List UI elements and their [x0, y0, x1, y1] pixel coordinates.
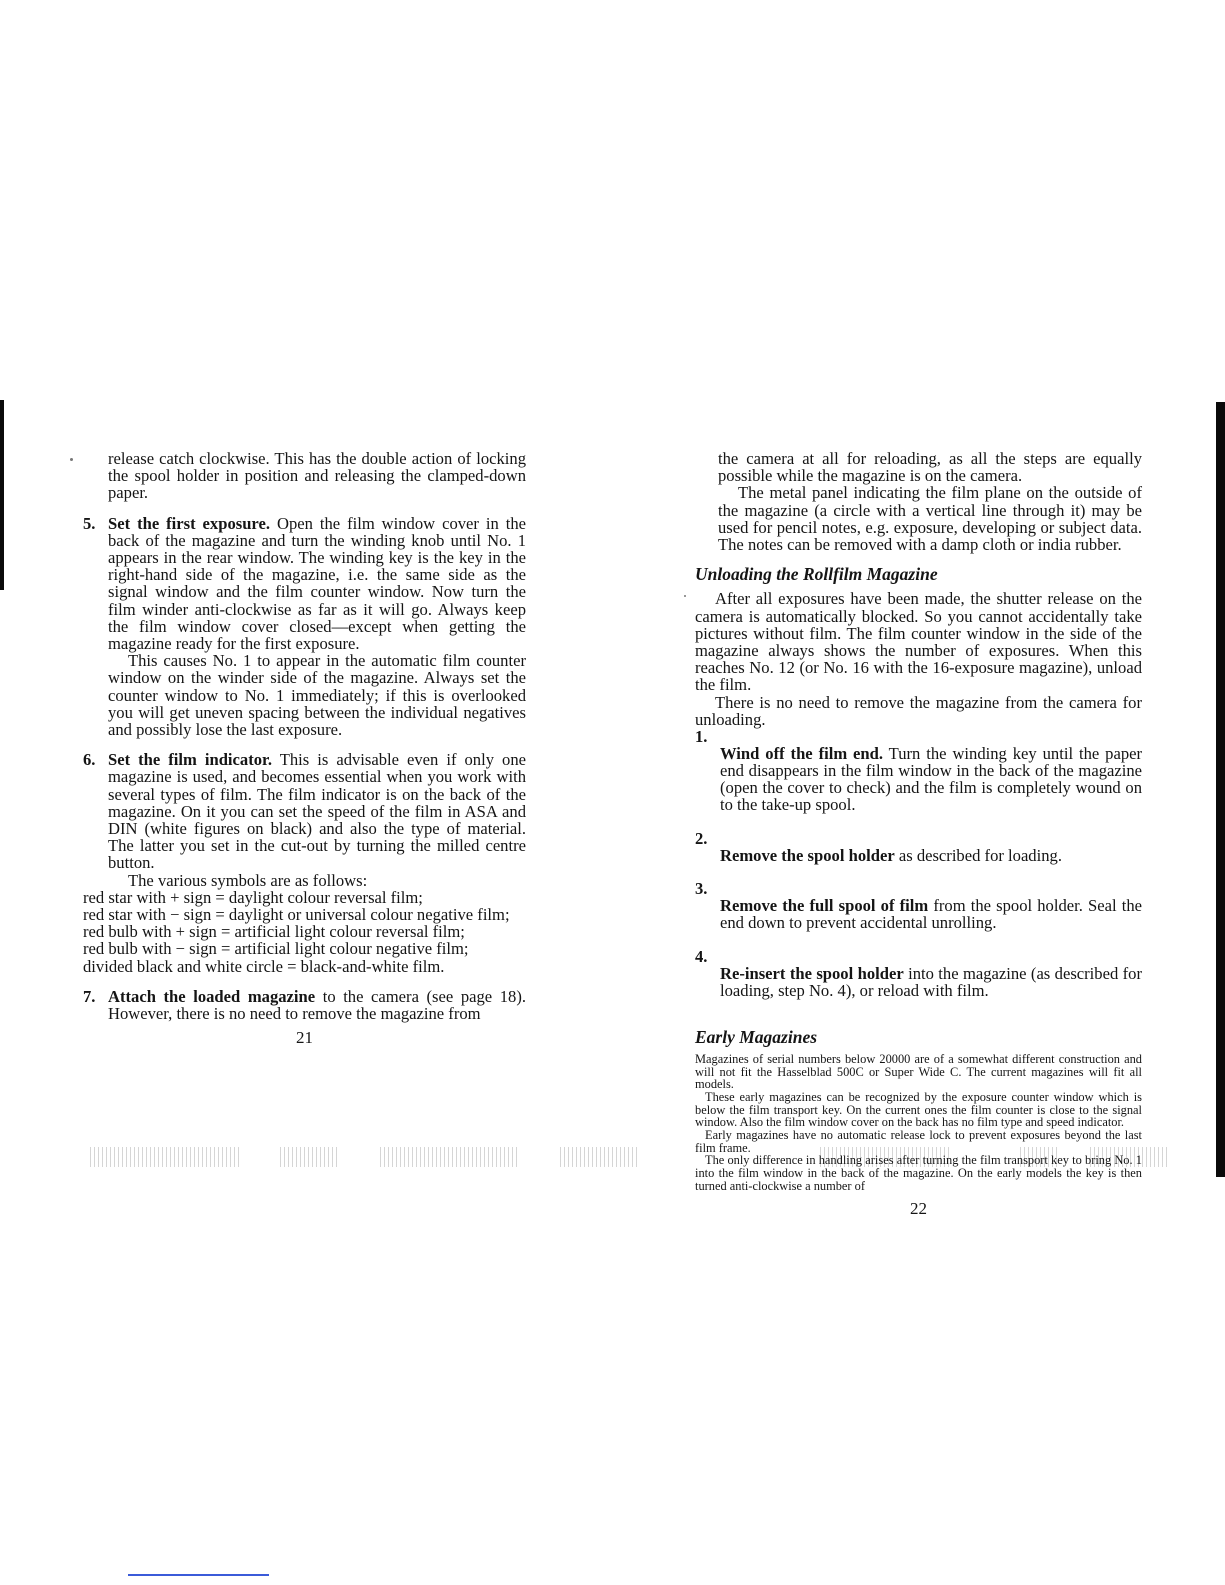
section-heading: Unloading the Rollfilm Magazine: [695, 564, 938, 585]
step-body: Turn the winding key until the paper end disappears in the film window in the back of the magazine (open the cover to check) and the film is completely wound on to the take-up spool.: [720, 743, 1143, 815]
step-number: 3.: [695, 879, 708, 899]
small-paragraph: The only difference in handling arises after turning the film transport key to bring No. 1 into the film window in the back of the magazine. On the early models the key is then turned anti-clockwise a number of: [695, 1153, 1142, 1193]
symbols-intro: The various symbols are as follows:: [128, 870, 368, 890]
section-heading: Early Magazines: [695, 1026, 818, 1047]
paragraph: There is no need to remove the magazine from the camera for unloading.: [695, 692, 1142, 729]
step-heading: Re-insert the spool holder: [720, 963, 904, 983]
paragraph: After all exposures have been made, the shutter release on the camera is automatically blocked. So you cannot accidentally take pictures without film. The film counter window in the side of the magazine always shows the number of exposures. When this reaches No. 12 (or No. 16 with the 16-exposure magazine), unload the film.: [695, 589, 1142, 695]
step-number: 1.: [695, 727, 708, 747]
scan-noise: [280, 1147, 340, 1167]
symbol-line: red star with − sign = daylight or universal colour negative film;: [83, 905, 510, 925]
step-5: [83, 515, 526, 739]
step-6: [83, 751, 526, 889]
step-text: [108, 515, 526, 653]
step-body: to the camera (see page 18). However, there is no need to remove the magazine from: [108, 986, 526, 1024]
step-number: 6.: [83, 750, 96, 770]
intro-paragraph: the camera at all for reloading, as all the steps are equally possible while the magazine is on the camera.: [718, 449, 1142, 486]
step-heading: Set the first exposure.: [108, 513, 271, 533]
step-body: from the spool holder. Seal the end down to prevent accidental unrolling.: [720, 896, 1142, 933]
step-body: This is advisable even if only one magazine is used, and becomes essential when you work with several types of film. The film indicator is on the back of the magazine. On it you can set the speed of the film in ASA and DIN (white figures on black) and also the type of material. The latter you set in the cut-out by turning the milled centre button.: [108, 750, 526, 873]
page-left: [83, 450, 526, 1047]
step-number: 7.: [83, 986, 96, 1006]
symbol-line: red bulb with + sign = artificial light colour reversal film;: [83, 922, 465, 942]
step-text: [720, 745, 1142, 814]
symbol-line: red star with + sign = daylight colour reversal film;: [83, 887, 423, 907]
unload-step: [695, 880, 1142, 948]
step-paragraph: This causes No. 1 to appear in the automatic film counter window on the winder side of the magazine. Always set the counter window to No. 1 immediately; if this is overlooked you will get uneven spacing between the individual negatives and possibly lose the last exposure.: [108, 651, 526, 740]
unload-step: [695, 830, 1142, 880]
scan-noise: [380, 1147, 520, 1167]
scan-speck: [684, 595, 686, 597]
page-number: 21: [296, 1028, 313, 1048]
scan-noise: [90, 1147, 240, 1167]
step-number: 2.: [695, 829, 708, 849]
step-body: as described for loading.: [898, 845, 1062, 865]
page-right: [695, 450, 1142, 1217]
step-heading: Wind off the film end.: [720, 743, 884, 763]
symbol-line: divided black and white circle = black-and-white film.: [83, 956, 445, 976]
unload-step: [695, 948, 1142, 1016]
unload-step: [695, 728, 1142, 830]
intro-paragraph: release catch clockwise. This has the double action of locking the spool holder in position and releasing the clamped-down paper.: [108, 449, 526, 503]
symbol-line: red bulb with − sign = artificial light colour negative film;: [83, 939, 469, 959]
step-text: [108, 751, 526, 871]
scan-edge-right: [1216, 402, 1225, 1177]
step-heading: Set the film indicator.: [108, 750, 273, 770]
step-text: [720, 847, 1142, 864]
step-text: [720, 965, 1142, 999]
scan-edge-left: [0, 400, 4, 590]
step-7: [83, 988, 526, 1022]
step-number: 4.: [695, 947, 708, 967]
scan-speck: [70, 458, 73, 461]
step-text: [108, 988, 526, 1022]
page-number: 22: [910, 1198, 927, 1218]
small-paragraph: Magazines of serial numbers below 20000 are of a somewhat different construction and will not fit the Hasselblad 500C or Super Wide C. The current magazines will fit all models.: [695, 1051, 1142, 1092]
step-heading: Attach the loaded magazine: [108, 986, 316, 1006]
small-paragraph: These early magazines can be recognized by the exposure counter window which is below the film transport key. On the current ones the film counter is close to the signal window. Also the film window cover on the back has no film type and speed indicator.: [695, 1089, 1142, 1130]
small-paragraph: Early magazines have no automatic release lock to prevent exposures beyond the last film frame.: [695, 1128, 1142, 1155]
scan-noise: [560, 1147, 640, 1167]
step-heading: Remove the spool holder: [720, 845, 895, 865]
bottom-link-underline: [128, 1574, 269, 1576]
step-heading: Remove the full spool of film: [720, 896, 929, 916]
step-text: [720, 897, 1142, 931]
paragraph: The metal panel indicating the film plane on the outside of the magazine (a circle with a vertical line through it) may be used for pencil notes, e.g. exposure, developing or subject data. The notes can be removed with a damp cloth or india rubber.: [718, 483, 1142, 555]
step-number: 5.: [83, 513, 96, 533]
step-body: into the magazine (as described for loading, step No. 4), or reload with film.: [720, 963, 1142, 1000]
step-body: Open the film window cover in the back of the magazine and turn the winding knob until No. 1 appears in the rear window. The winding key is the key in the right-hand side of the magazine, i.e. the same side as the signal window and the film counter window. Now turn the film winder anti-clockwise as far as it will go. Always keep the film window cover closed—except when getting the magazine ready for the first exposure.: [108, 513, 526, 654]
